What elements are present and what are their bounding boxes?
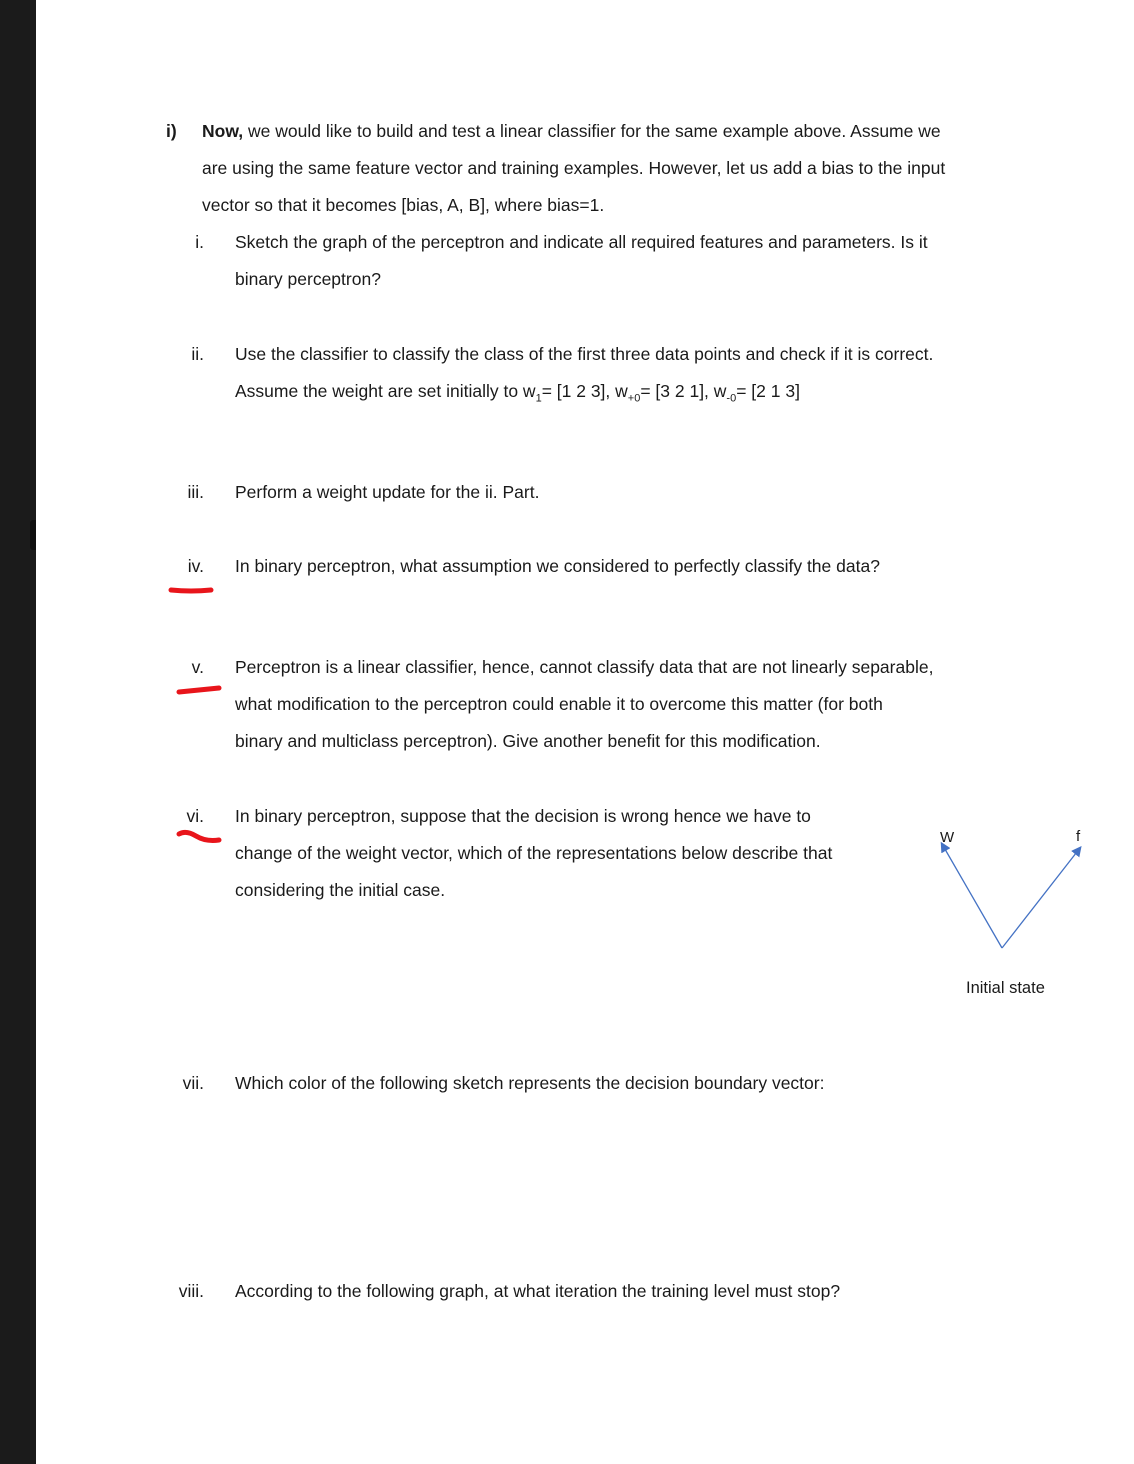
initial-state-diagram	[926, 822, 1096, 962]
item-ii-weights-line	[235, 380, 800, 405]
red-underline-v	[174, 680, 224, 700]
question-line-1-text: we would like to build and test a linear classifier for the same example above. Assume we	[243, 121, 941, 141]
item-i-line-2: binary perceptron?	[235, 269, 381, 289]
item-viii-line-1: According to the following graph, at what iteration the training level must stop?	[235, 1281, 841, 1301]
item-vi-line-1: In binary perceptron, suppose that the decision is wrong hence we have to	[235, 806, 811, 826]
left-edge-strip	[0, 0, 36, 1464]
w3-value: = [2 1 3]	[736, 381, 800, 401]
item-number-i: i.	[195, 232, 204, 252]
question-line-3: vector so that it becomes [bias, A, B], where bias=1.	[202, 195, 605, 215]
document-page	[36, 0, 1134, 1464]
f-vector-arrow	[1002, 848, 1080, 948]
w3-subscript: -0	[726, 392, 737, 405]
item-number-ii: ii.	[191, 344, 204, 364]
item-vi-line-3: considering the initial case.	[235, 880, 446, 900]
item-number-viii: viii.	[178, 1281, 204, 1301]
item-number-v: v.	[191, 657, 204, 677]
question-line-1	[202, 120, 941, 142]
item-vii-line-1: Which color of the following sketch represents the decision boundary vector:	[235, 1073, 825, 1093]
item-ii-line-1: Use the classifier to classify the class of the first three data points and check if it is correct.	[235, 344, 934, 364]
weights-prefix: Assume the weight are set initially to w	[235, 381, 536, 401]
w1-value: = [1 2 3], w	[541, 381, 628, 401]
question-label: i)	[166, 121, 177, 141]
item-number-vi: vi.	[186, 806, 204, 826]
item-iii-line-1: Perform a weight update for the ii. Part.	[235, 482, 540, 502]
w2-subscript: +0	[627, 392, 641, 405]
w-vector-arrow	[942, 844, 1002, 948]
question-lead: Now,	[202, 121, 244, 141]
question-line-2: are using the same feature vector and training examples. However, let us add a bias to the input	[202, 158, 946, 178]
w1-subscript: 1	[535, 392, 542, 405]
diagram-caption: Initial state	[966, 979, 1045, 997]
item-v-line-3: binary and multiclass perceptron). Give another benefit for this modification.	[235, 731, 821, 751]
item-vi-line-2: change of the weight vector, which of the representations below describe that	[235, 843, 833, 863]
red-underline-iv	[166, 580, 216, 600]
item-number-iv: iv.	[187, 556, 204, 576]
w2-value: = [3 2 1], w	[640, 381, 727, 401]
item-iv-line-1: In binary perceptron, what assumption we considered to perfectly classify the data?	[235, 556, 880, 576]
item-v-line-1: Perceptron is a linear classifier, hence, cannot classify data that are not linearly separable,	[235, 657, 934, 677]
item-number-vii: vii.	[182, 1073, 204, 1093]
red-underline-vi	[174, 826, 224, 850]
w-label: W	[940, 829, 955, 846]
f-label: f	[1076, 828, 1081, 845]
item-i-line-1: Sketch the graph of the perceptron and indicate all required features and parameters. Is it	[235, 232, 928, 252]
item-number-iii: iii.	[187, 482, 204, 502]
item-v-line-2: what modification to the perceptron could enable it to overcome this matter (for both	[235, 694, 883, 714]
